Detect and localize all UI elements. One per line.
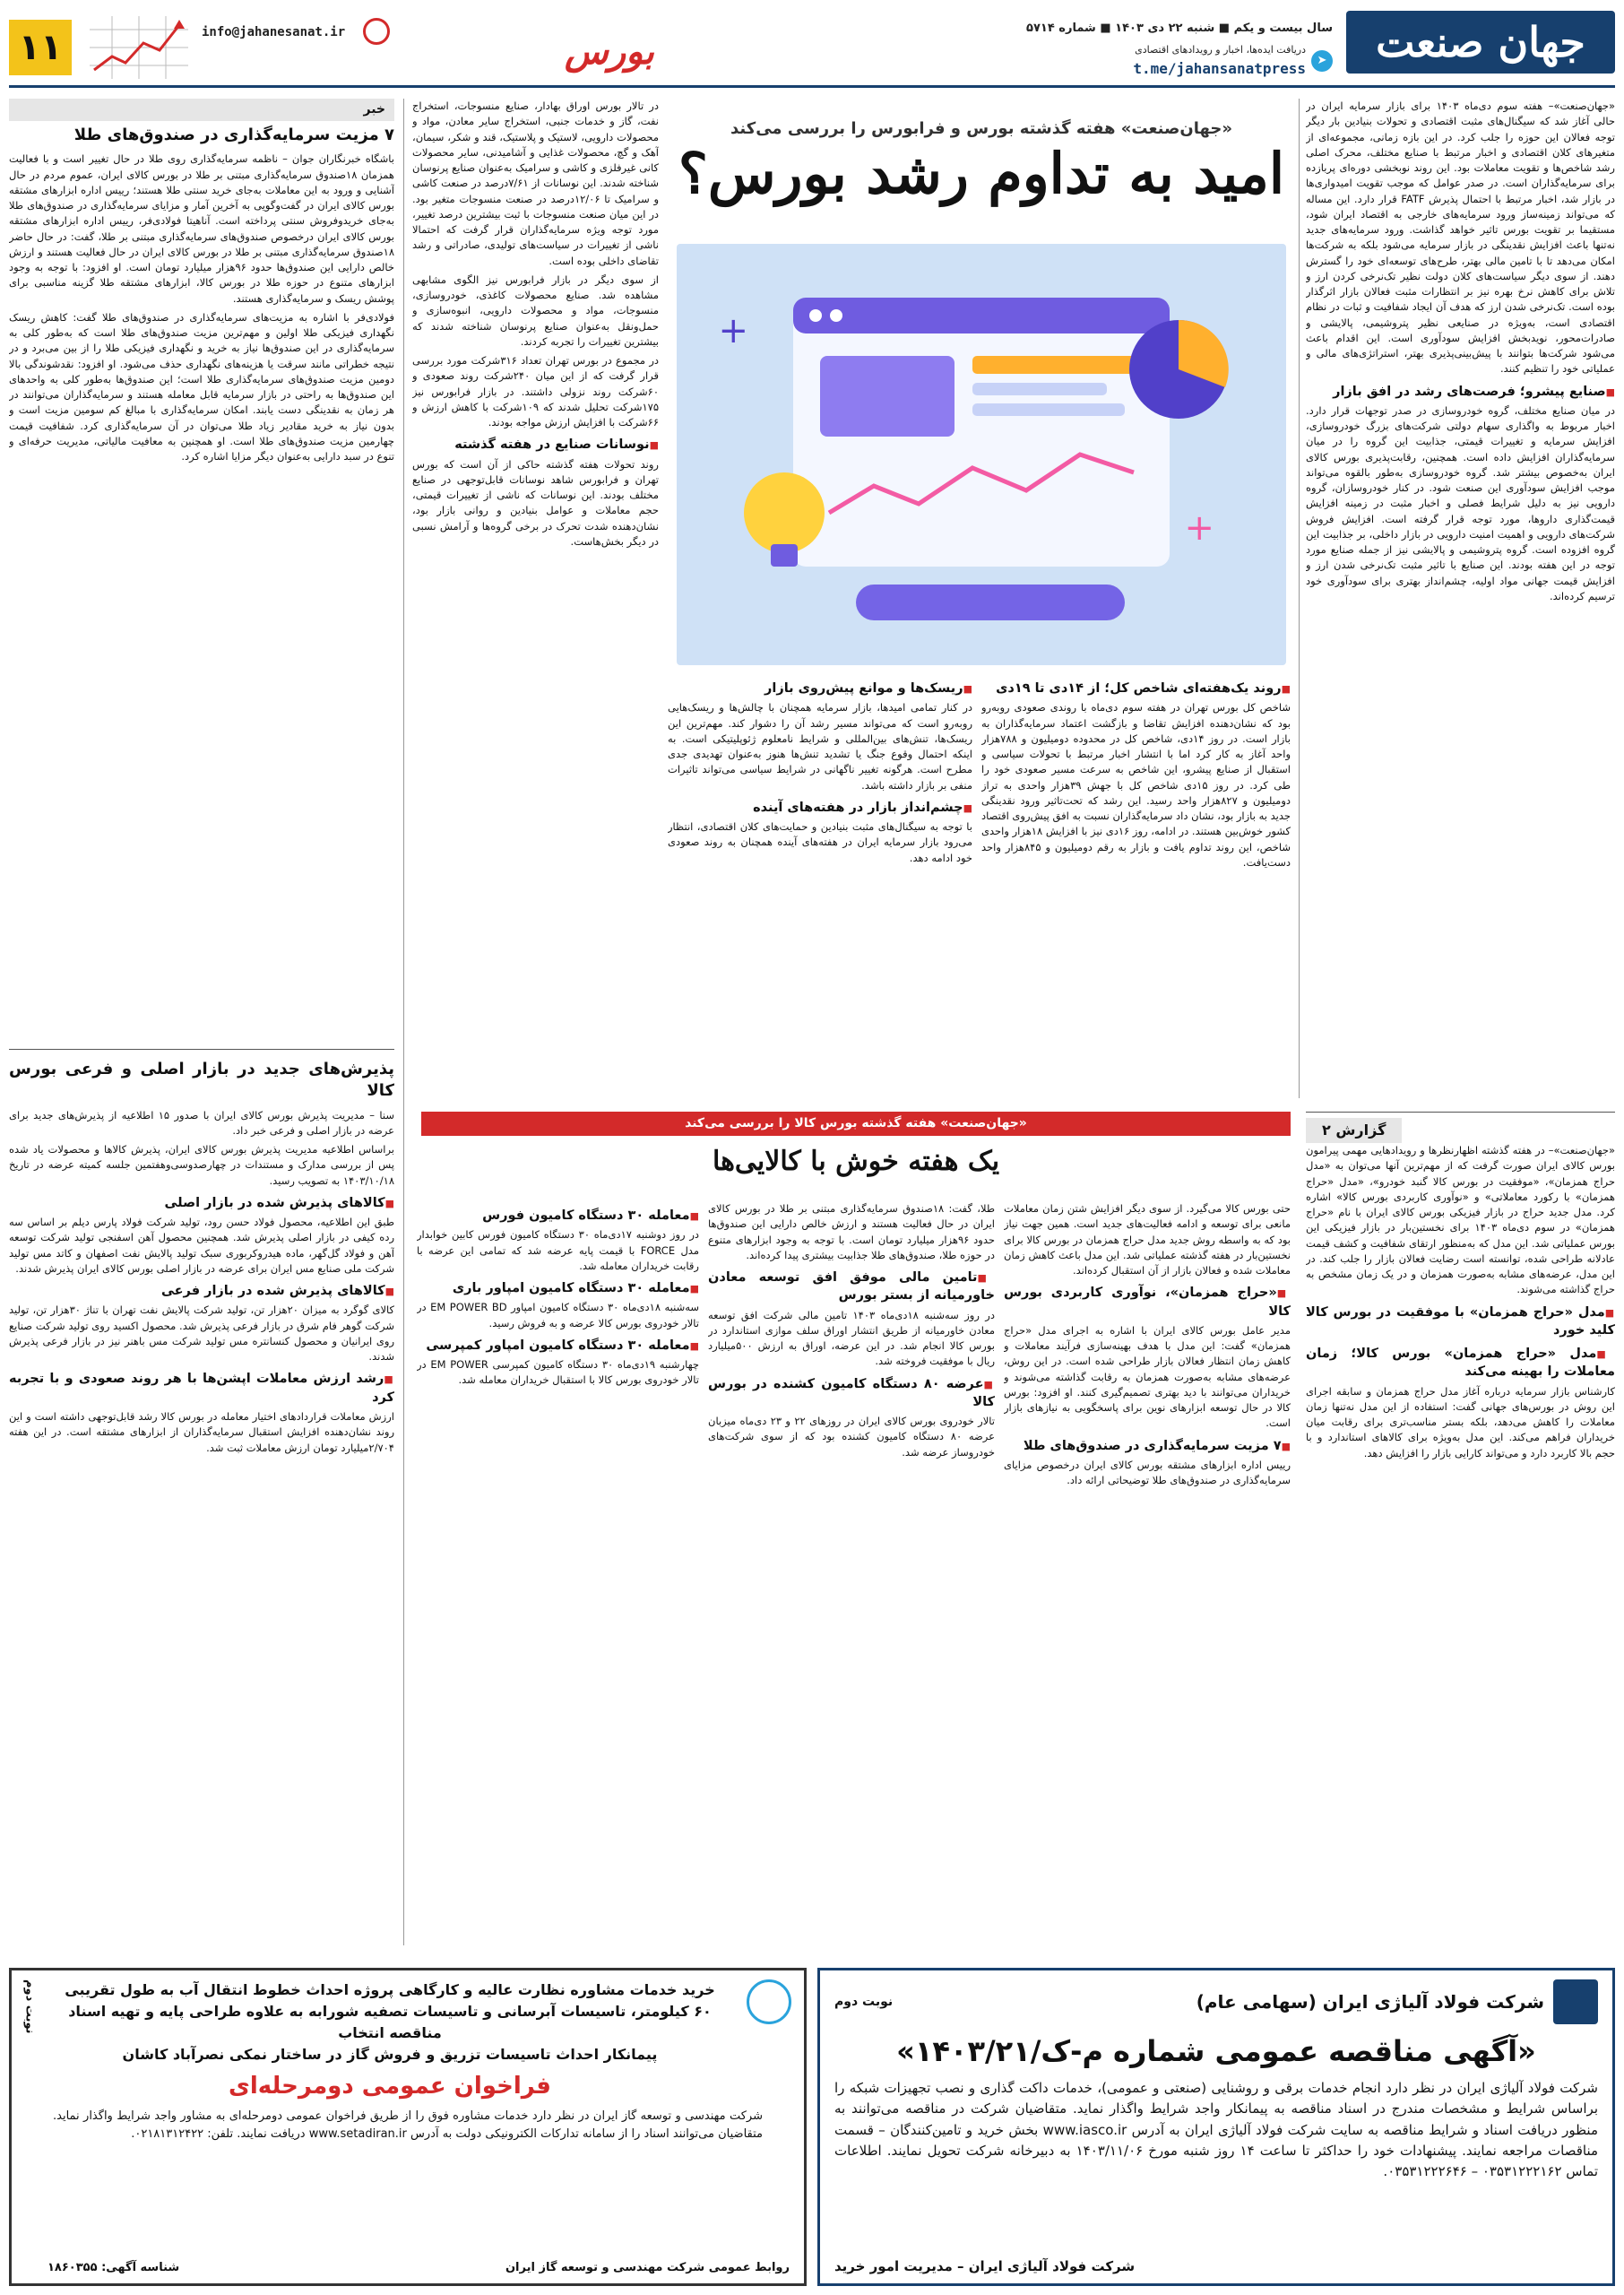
news-title: ۷ مزیت سرمایه‌گذاری در صندوق‌های طلا — [73, 126, 394, 144]
lead-column-left — [412, 99, 659, 1098]
midstory-title: یک هفته خوش با کالایی‌ها — [712, 1146, 1000, 1177]
bourse-news-body-2: براساس اطلاعیه مدیریت پذیرش بورس کالای ایران، پذیرش کالاها و محصولات یاد شده پس از بررسی مدارک و مستندات در چهارصدوسی‌وهفتمین جلسه کمیته عرضه در تاریخ ۱۴۰۳/۱۰/۱۸ به تصویب رسید. — [9, 1143, 394, 1187]
report2-h1: ■ مدل «حراج همزمان» با موفقیت در بورس کالا کلید خورد — [1306, 1303, 1615, 1340]
lead-column-mid-2 — [668, 674, 972, 1096]
bourse-news-body-4: کالای گوگرد به میزان ۲۰هزار تن، تولید شرکت پالایش نفت تهران با تناژ ۳۰هزار تن، تولید شرکت گوهر فام شرق در بازار فرعی پذیرش شد. محصول اکسید روی تولید شرکت صنایع روی ایرانیان و محصول کنسانتره مس تولید شرکت مس باهنر نیز در بازار فرعی پذیرش شدند. — [9, 1303, 394, 1364]
telegram-icon: ➤ — [1311, 50, 1333, 72]
lead-left-p2: از سوی دیگر در بازار فرابورس نیز الگوی مشابهی مشاهده شد. صنایع محصولات کاغذی، خودروسازی، منسوجات، مواد و محصولات دارویی، انبوه‌سازی و حمل‌ونقل به‌عنوان صنایع پرنوسان شناخته شدند که بیشترین تغییرات را تجربه کردند. — [412, 273, 659, 348]
bourse-news-body-3: طبق این اطلاعیه، محصول فولاد حسن رود، تولید شرکت فولاد پارس دیلم بر اساس سه رده کیفی در بازار اصلی پذیرش شد. همچنین محصول آهن اسفنجی تولید شرکت توسعه آهن و فولاد گل‌گهر، ماده هیدروکربوری سبک تولید پالایش نفت اصفهان و کاتد مس تولید شرکت ملی صنایع مس ایران برای عرضه در بازار اصلی بورس کالای ایران پذیرش شدند. — [9, 1216, 394, 1275]
midstory-c1p1: حتی بورس کالا می‌گیرد. از سوی دیگر افزایش شتن زمان معاملات مانعی برای توسعه و ادامه فعالیت‌های جدید است. همین جهت نیاز بود که به واسطه روش جدید مدل حراج همزمان در بورس کالا برای نخستین‌بار در هفته گذشته عملیاتی شد. این مدل باعث کاهش زمان معاملات شده و فعالان بازار از آن استقبال کرده‌اند. — [1004, 1202, 1291, 1277]
midstory-c2p2: در روز سه‌شنبه ۱۸دی‌ماه ۱۴۰۳ تامین مالی شرکت افق توسعه معادن خاورمیانه از طریق انتشار اوراق سلف موازی استاندارد در بورس کالا انجام شد. در این عرضه، اوراق به ارزش ۵۰۰میلیارد ریال با موفقیت فروخته شد. — [708, 1308, 995, 1368]
company-logo-icon — [1553, 1979, 1598, 2024]
midstory-c3h2: ■ معامله ۳۰ دستگاه کامیون امپاور باری — [417, 1279, 699, 1297]
email[interactable]: info@jahanesanat.ir — [202, 25, 346, 39]
lead-left-p4: روند تحولات هفته گذشته حاکی از آن است که بورس تهران و فرابورس شاهد نوسانات قابل‌توجهی در صنایع مختلف بودند. این نوسانات که ناشی از تغییرات قیمتی، حجم معاملات و عوامل بنیادین و روانی بازار بود، نشان‌دهنده شدت تحرک در برخی گروه‌ها و آرامش نسبی در دیگر بخش‌هاست. — [412, 457, 659, 548]
news-column — [9, 99, 394, 1040]
lead-header — [668, 117, 1295, 207]
midstory-c2p1: طلا، گفت: ۱۸صندوق سرمایه‌گذاری مبتنی بر طلا در بورس کالای ایران در حال فعالیت هستند و ارزش خالص دارایی این صندوق‌ها حدود ۹۶هزار میلیارد تومان است. با توجه به وجود ابزارهای متنوع در حوزه طلا، صندوق‌های طلا جذابیت بیشتری پیدا کرده‌اند. — [708, 1202, 995, 1261]
ad-left-body: شرکت مهندسی و توسعه گاز ایران در نظر دارد خدمات مشاوره فوق را از طریق فراخوان عمومی دومرحله‌ای به مشاور واجد شرایط واگذار نماید. متقاضیان می‌توانند اسناد را از سامانه تدارکات الکترونیکی دولت به آدرس www.setadiran.ir دریافت نمایند. تلفن: ۰۲۱۸۱۳۱۲۴۲۲. — [53, 2109, 763, 2142]
news-header: خبر — [9, 99, 394, 121]
midstory-c3p2: سه‌شنبه ۱۸دی‌ماه ۳۰ دستگاه کامیون امپاور EM POWER BD در تالار خودروی بورس کالا عرضه و به فروش رسید. — [417, 1301, 699, 1329]
midstory-c1p3: رییس اداره ابزارهای مشتقه بورس کالای ایران درخصوص مزایای سرمایه‌گذاری در صندوق‌های طلا توضیحاتی ارائه داد. — [1004, 1458, 1291, 1487]
ad-tender-right — [817, 1968, 1615, 2286]
bourse-news-h3: ■ رشد ارزش معاملات اپشن‌ها با هر روند صعودی و با تجربه کرد — [9, 1370, 394, 1407]
svg-text:+: + — [718, 310, 748, 351]
midstory-c1p2: مدیر عامل بورس کالای ایران با اشاره به اجرای مدل «حراج همزمان» گفت: این مدل با هدف بهینه‌سازی فرآیند معاملات و کاهش زمان انتظار فعالان بازار طراحی شده است. در این روش، عرضه‌های مشابه به‌صورت همزمان به رقابت گذاشته می‌شوند و خریداران می‌توانند با دید بهتری تصمیم‌گیری کنند. او افزود: بورس کالا در حال توسعه ابزارهای نوین برای پاسخگویی به نیازهای بازار است. — [1004, 1323, 1291, 1430]
lead-mid-h2: ■ ریسک‌ها و موانع پیش‌روی بازار — [668, 680, 972, 697]
bourse-news-body-1: سنا – مدیریت پذیرش بورس کالای ایران با صدور ۱۵ اطلاعیه از پذیرش‌های جدید برای عرضه در بازار اصلی و فرعی خبر داد. — [9, 1108, 394, 1137]
report2-label: گزارش ۲ — [1306, 1118, 1402, 1143]
midstory-c3p1: در روز دوشنبه ۱۷دی‌ماه ۳۰ دستگاه کامیون فورس کابین خوابدار مدل FORCE با قیمت پایه عرضه شد که تمامی این عرضه با رقابت خریداران معامله شد. — [417, 1228, 699, 1272]
lead-left-h1: ■ نوسانات صنایع در هفته گذشته — [412, 436, 659, 454]
report2-column — [1306, 1112, 1615, 1945]
midstory-c3h1: ■ معامله ۳۰ دستگاه کامیون فورس — [417, 1207, 699, 1225]
midstory-header — [421, 1112, 1291, 1189]
midstory-c1h2: ■ ۷ مزیت سرمایه‌گذاری در صندوق‌های طلا — [1004, 1437, 1291, 1455]
midstory-c3p3: چهارشنبه ۱۹دی‌ماه ۳۰ دستگاه کامیون کمپرسی EM POWER در تالار خودروی بورس کالا با استقبال خریداران معامله شد. — [417, 1358, 699, 1387]
lead-mid-p1: شاخص کل بورس تهران در هفته سوم دی‌ماه با روندی صعودی روبه‌رو بود که نشان‌دهنده افزایش تقاضا و بازگشت اعتماد سرمایه‌گذاران به بازار است. در روز ۱۴دی، شاخص کل در محدوده دومیلیون و ۷۸۸هزار واحد آغاز به کار کرد اما با انتشار اخبار مرتبط با تحولات سیاسی و استقبال از صنایع پیشرو، این شاخص به سرعت مسیر صعودی خود را طی کرد. در روز ۱۵دی شاخص کل با جهش ۳۹هزار واحدی به تراز دومیلیون و ۸۲۷هزار واحد رسید. این رشد که تحت‌تاثیر ورود نقدینگی جدید به بازار بود، نشان داد سرمایه‌گذاران نسبت به افق پیش‌روی اقتصاد کشور خوش‌بین هستند. در ادامه، روز ۱۶دی نیز با افزایش ۱۸هزار واحدی شاخص، این روند تداوم یافت و بازار به رقم دومیلیون و ۸۴۵هزار واحد دست‌یافت. — [981, 701, 1291, 869]
lead-right-p1: «جهان‌صنعت»– هفته سوم دی‌ماه ۱۴۰۳ برای بازار سرمایه ایران در حالی آغاز شد که سیگنال‌های مثبت اقتصادی و تحولات بنیادین بار دیگر توجه فعالان این حوزه را جلب کرد. در این بازه زمانی، مجموعه‌ای از متغیرهای کلان اقتصادی و اخبار مرتبط با صنایع مختلف، محرک اصلی رشد شاخص‌ها و تقویت معاملات بود. این روند نوبخشی دوره‌ای پربازده برای سرمایه‌گذاران است. در صدر عوامل که موجب تقویت امیدواری‌ها در بازار شد، اخبار مرتبط با احتمال پذیرش FATF قرار دارد. این مساله که می‌تواند زمینه‌ساز ورود سرمایه‌های خارجی به اقتصاد ایران شود، مستقیما بر تقویت بورس تاثیر خواهد گذاشت. ورود سرمایه‌های جدید نه‌تنها باعث افزایش نقدینگی در بازار سرمایه می‌شود بلکه به شرکت‌ها امکان می‌دهد تا با تامین مالی بهتر، طرح‌های توسعه‌ای خود را گسترش دهند. از سوی دیگر سیاست‌های کلان دولت نظیر تک‌نرخی کردن ارز و تلاش برای کاهش نرخ بهره نیز بر انتظارات مثبت فعالان بازار اثرگذار بوده است. تک‌نرخی شدن ارز که هدف آن ایجاد شفافیت و ثبات در نظام اقتصادی است، به‌ویژه در صنایعی نظیر پتروشیمی، پالایشی و صادرات‌محور، نویدبخش افزایش سودآوری است. این اقدام باعث می‌شود شرکت‌ها بتوانند با پیش‌بینی‌پذیری بهتر، استراتژی‌های مالی و عملیاتی خود را تنظیم کنند. — [1306, 100, 1615, 376]
midstory-bar: «جهان‌صنعت» هفته گذشته بورس کالا را بررسی می‌کند — [421, 1112, 1291, 1136]
telegram-url[interactable]: t.me/jahansanatpress — [1133, 59, 1306, 77]
ad-left-title-1: خرید خدمات مشاوره نظارت عالیه و کارگاهی پروژه احداث خطوط انتقال آب به طول تقریبی — [65, 1981, 715, 1998]
lead-mid-p2: در کنار تمامی امیدها، بازار سرمایه همچنان با چالش‌ها و ریسک‌هایی روبه‌رو است که می‌تواند مسیر رشد آن را دشوار کند. مهم‌ترین این ریسک‌ها، تنش‌های بین‌المللی و شرایط نامعلوم ژئوپلیتیکی است. به اینکه احتمال وقوع جنگ یا تشدید تنش‌ها هنوز به‌عنوان تهدیدی جدی مطرح است. هرگونه تغییر ناگهانی در شرایط سیاسی می‌تواند تاثیرات منفی بر بازار داشته باشد. — [668, 701, 972, 792]
lead-column-mid — [981, 674, 1291, 1096]
news-body-1: باشگاه خبرنگاران جوان – ناظمه سرمایه‌گذاری روی طلا در حال تغییر است و با فعالیت همزمان ۱۸صندوق سرمایه‌گذاری مبتنی بر طلا در بورس کالای ایران، عموم مردم در حال آشنایی و ورود به این معاملات به‌جای خرید سنتی طلا هستند؛ رییس اداره ابزارهای مشتقه بورس کالای ایران در گفت‌وگویی به آخرین آمار و مزایای سرمایه‌گذاری در صندوق‌های طلا به‌جای خریدوفروش سنتی پرداخته است. آناهیتا فولادی‌فر، رییس اداره ابزارهای مشتقه بورس کالای ایران درخصوص صندوق‌های سرمایه‌گذاری مبتنی بر طلا، گفت: در حال حاضر ۱۸صندوق سرمایه‌گذاری مبتنی بر طلا در بورس کالای ایران در حال فعالیت هستند و ارزش خالص دارایی این صندوق‌ها حدود ۹۶هزار میلیارد تومان است. او افزود: با توجه به وجود ابزارهای متنوع در حوزه طلا در بورس کالا، ابزارهای مشتقه طلا گزینه مناسبی برای پوشش ریسک و سرمایه‌گذاری هستند. — [9, 152, 394, 305]
lead-left-p3: در مجموع در بورس تهران تعداد ۳۱۶شرکت مورد بررسی قرار گرفت که از این میان ۲۴۰شرکت روند صعودی و ۶۰شرکت روند نزولی داشتند. در بازار فرابورس نیز ۱۷۵شرکت تحلیل شدند که ۱۰۹شرکت با کاهش ارزش و ۶۶شرکت با افزایش ارزش مواجه بودند. — [412, 354, 659, 429]
lead-mid-p3: با توجه به سیگنال‌های مثبت بنیادین و حمایت‌های کلان اقتصادی، انتظار می‌رود بازار سرمایه ایران در هفته‌های آینده همچنان به روند صعودی خود ادامه دهد. — [668, 820, 972, 864]
bourse-news-column — [9, 1049, 394, 1945]
telegram-text: دریافت ایده‌ها، اخبار و رویدادهای اقتصادی — [1135, 44, 1306, 56]
telegram-promo[interactable] — [1133, 43, 1333, 80]
analytics-illustration — [677, 244, 1286, 665]
lead-column-right — [1306, 99, 1615, 1098]
ad-left-footer: روابط عمومی شرکت مهندسی و توسعه گاز ایران — [505, 2260, 790, 2274]
envelope-icon — [363, 18, 390, 45]
lead-right-h1: ■ صنایع پیشرو؛ فرصت‌های رشد در افق بازار — [1306, 383, 1615, 401]
bourse-news-body-5: ارزش معاملات قراردادهای اختیار معامله در بورس کالا رشد قابل‌توجهی داشته است و این روند نشان‌دهنده افزایش استقبال سرمایه‌گذاران از ابزارهای مشتقه است. در این هفته ۲/۷۰۴میلیارد تومان ارزش معاملات ثبت شد. — [9, 1410, 394, 1454]
bourse-news-h1: ■ کالاهای پذیرش شده در بازار اصلی — [9, 1194, 394, 1212]
ad-left-turn: نوبت دوم — [22, 1979, 37, 2034]
ad-right-title: «آگهی مناقصه عمومی شماره م-ک/۱۴۰۳/۲۱» — [896, 2034, 1536, 2068]
ad-left-call: فراخوان عمومی دومرحله‌ای — [229, 2073, 551, 2100]
midstory-c2h2: ■ عرضه ۸۰ دستگاه کامیون کشنده در بورس کالا — [708, 1375, 995, 1412]
ad-left-title-2: ۶۰ کیلومتر، تاسیسات آبرسانی و تاسیسات تصفیه شورابه به علاوه طراحی پایه و تهیه اسناد مناقصه انتخاب — [68, 2003, 712, 2041]
rising-graph-icon — [90, 16, 188, 79]
midstory-c1h1: ■ «حراج همزمان»، نوآوری کاربردی بورس کالا — [1004, 1284, 1291, 1321]
midstory-col-2 — [708, 1201, 995, 1945]
divider — [1299, 99, 1300, 1098]
lead-mid-h3: ■ چشم‌انداز بازار در هفته‌های آینده — [668, 799, 972, 817]
bourse-news-h2: ■ کالاهای پذیرش شده در بازار فرعی — [9, 1282, 394, 1300]
ad-right-footer: شرکت فولاد آلیاژی ایران – مدیریت امور خرید — [834, 2257, 1136, 2274]
bourse-news-title: پذیرش‌های جدید در بازار اصلی و فرعی بورس کالا — [9, 1060, 394, 1101]
midstory-col-3 — [417, 1201, 699, 1945]
ad-right-company: شرکت فولاد آلیاژی ایران (سهامی عام) — [1196, 1991, 1544, 2013]
lead-headline: امید به تداوم رشد بورس؟ — [678, 141, 1285, 206]
dashboard-illustration-icon — [677, 244, 1286, 665]
section-title: بورس — [565, 30, 654, 73]
divider — [403, 99, 404, 1945]
lead-kicker: «جهان‌صنعت» هفته گذشته بورس و فرابورس را بررسی می‌کند — [730, 119, 1232, 138]
lead-mid-h1: ■ روند یک‌هفته‌ای شاخص کل؛ از ۱۴دی تا ۱۹دی — [981, 680, 1291, 697]
ad-left-code: شناسه آگهی: ۱۸۶۰۳۵۵ — [48, 2260, 180, 2274]
page-number: ۱۱ — [9, 20, 72, 75]
midstory-col-1 — [1004, 1201, 1291, 1945]
logo: جهان صنعت — [1346, 11, 1615, 74]
lead-left-p1: در تالار بورس اوراق بهادار، صنایع منسوجات، استخراج نفت، گاز و خدمات جنبی، استخراج سایر معادن، مواد و محصولات دارویی، لاستیک و پلاستیک، قند و شکر، سیمان، آهک و گچ، محصولات غذایی و آشامیدنی، سایر محصولات کانی غیرفلزی و کاشی و سرامیک به‌عنوان صنایع پرنوسان شناخته شدند. این نوسانات از ۷/۶۱درصد در صنعت کاشی و سرامیک تا ۱۲/۰۶درصد در صنعت منسوجات متغیر بود. در این میان صنعت منسوجات با ثبت بیشترین درصد تغییر، مورد توجه ویژه سرمایه‌گذاران قرار گرفت که احتمالا ناشی از تغییرات در سیاست‌های تولیدی، صادراتی و رشد تقاضای داخلی بوده است. — [412, 100, 659, 267]
news-body-2: فولادی‌فر با اشاره به مزیت‌های سرمایه‌گذاری در صندوق‌های طلا گفت: کاهش ریسک نگهداری فیزیکی طلا اولین و مهم‌ترین مزیت صندوق‌های طلا است که به‌طور کلی به سرمایه‌گذاری در این صندوق‌ها نیاز به خرید و نگهداری فیزیکی طلا را از بین می‌برد و در نتیجه خطراتی مانند سرقت یا هزینه‌های نگهداری حذف می‌شود. او افزود: نقدشوندگی بالا دومین مزیت صندوق‌های سرمایه‌گذاری طلا است؛ این صندوق‌ها به‌طور کلی به واحدهای این صندوق‌ها به راحتی در بازار سرمایه قابل معامله هستند و سرمایه‌گذاران می‌توانند در هر زمان به نقدینگی دست یابند. امکان سرمایه‌گذاری با مبالغ کم سومین مزیت است و بدون نیاز به خرید مقادیر زیاد طلا می‌توان در آن سرمایه‌گذاری کرد. شفافیت قیمت چهارمین مزیت صندوق‌های طلا است. او همچنین به معافیت مالیاتی، مدیریت حرفه‌ای و تنوع در سبد دارایی به‌عنوان دیگر مزایا اشاره کرد. — [9, 310, 394, 463]
masthead — [9, 7, 1615, 88]
lead-right-p2: در میان صنایع مختلف، گروه خودروسازی در صدر توجهات قرار دارد. اخبار مربوط به واگذاری سهام دولتی شرکت‌های بزرگ خودروسازی، افزایش سرمایه و تغییرات قیمتی، جذابیت این گروه را در میان سرمایه‌گذاران افزایش داده است. همچنین، رقابت‌پذیری بورس کالای ایران به‌خصوص بیشتر شد. گروه خودروسازی به‌طور بالقوه می‌تواند موجب افزایش سودآوری این صنعت شود. در کنار خودروسازان، گروه دارویی نیز به دلیل شرایط فصلی و اخبار مثبت در زمینه افزایش قیمت‌گذاری داروها، مورد توجه قرار گرفته است. افزایش فروش شرکت‌های دارویی و اهمیت امنیت دارویی در بازار داخلی، بر جذابیت این گروه افزوده است. گروه پتروشیمی و پالایشی نیز از جمله صنایع مورد توجه در این هفته بودند. این صنایع با تاثیر مثبت تک‌نرخی شدن ارز و افزایش قیمت جهانی مواد اولیه، چشم‌انداز بهتری برای سودآوری خود ترسیم کرده‌اند. — [1306, 403, 1615, 602]
ad-left-title-3: پیمانکار احداث تاسیسات تزریق و فروش گاز در ساختار نمکی نصرآباد کاشان — [122, 2046, 658, 2063]
midstory-c3h3: ■ معامله ۳۰ دستگاه کامیون امپاور کمپرسی — [417, 1337, 699, 1355]
ad-right-turn: نوبت دوم — [834, 1994, 894, 2009]
svg-text:+: + — [1184, 507, 1214, 549]
midstory-c2h1: ■ تامین مالی موفق افق توسعه معادن خاورمیانه از بستر بورس — [708, 1269, 995, 1305]
midstory-c2p3: تالار خودروی بورس کالای ایران در روزهای ۲۲ و ۲۳ دی‌ماه میزبان عرضه ۸۰ دستگاه کامیون کشنده بود که از سوی شرکت‌های خودروساز عرضه شد. — [708, 1415, 995, 1459]
report2-h2: ■ مدل «حراج همزمان» بورس کالا؛ زمان معاملات را بهینه می‌کند — [1306, 1345, 1615, 1381]
ad-right-body: شرکت فولاد آلیاژی ایران در نظر دارد انجام خدمات برقی و روشنایی (صنعتی و عمومی)، خدمات داکت گذاری و نصب تجهیزات شبکه را براساس شرایط و مشخصات مندرج در اسناد مناقصه به پیمانکار واجد شرایط واگذار نماید. متقاضیان شرکت در مناقصه می‌توانند به منظور دریافت اسناد و شرایط مناقصه به سایت شرکت فولاد آلیاژی ایران به آدرس www.iasco.ir بخش خرید و تامین‌کنندگان – قسمت مناقصات مراجعه نمایند. پیشنهادات خود را حداکثر تا ساعت ۱۴ روز شنبه مورخ ۱۴۰۳/۱۱/۰۶ به دبیرخانه شرکت تحویل نمایند. اطلاعات تماس ۰۳۵۳۱۲۲۲۱۶۲ – ۰۳۵۳۱۲۲۲۶۴۶. — [834, 2080, 1599, 2179]
report2-p1: «جهان‌صنعت»– در هفته گذشته اظهارنظرها و رویدادهایی مهمی پیرامون بورس کالای ایران صورت گرفت که از مهم‌ترین آنها می‌توان به «مدل حراج همزمان»، «موفقیت در بورس کالا گنبد خودرو»، «مدل «حراج همزمان» با رکورد معاملاتی» و «نوآوری کاربردی بورس کالا» اشاره کرد. مدل جدید حراج در بازار فیزیکی بورس کالای ایران با نام «حراج همزمان» در سوم دی‌ماه ۱۴۰۳ برای نخستین‌بار در بازار فیزیکی این بورس عملیاتی شد. این مدل که به‌منظور ارتقای شفافیت و کشف قیمت عادلانه طراحی شده، توانسته است رضایت فعالان بازار را جلب کند. در این مدل، عرضه‌های مشابه به‌صورت همزمان و در یک زمان مشخص به حراج گذاشته می‌شوند. — [1306, 1144, 1615, 1296]
ad-tender-left — [9, 1968, 807, 2286]
report2-p2: کارشناس بازار سرمایه درباره آغاز مدل حراج همزمان و سابقه اجرای این روش در بورس‌های جهانی گفت: استفاده از این مدل نه‌تنها زمان معاملات را کاهش می‌دهد، بلکه بستر مناسب‌تری برای رقابت میان خریداران فراهم می‌کند. این مدل به‌ویژه برای کالاهای استاندارد و با حجم بالا کاربرد دارد و می‌تواند کارایی بازار را افزایش دهد. — [1306, 1384, 1615, 1459]
issue-line: سال بیست و یکم ■ شنبه ۲۲ دی ۱۴۰۳ ■ شماره ۵۷۱۴ — [1026, 22, 1333, 35]
gas-company-logo-icon — [747, 1979, 791, 2024]
